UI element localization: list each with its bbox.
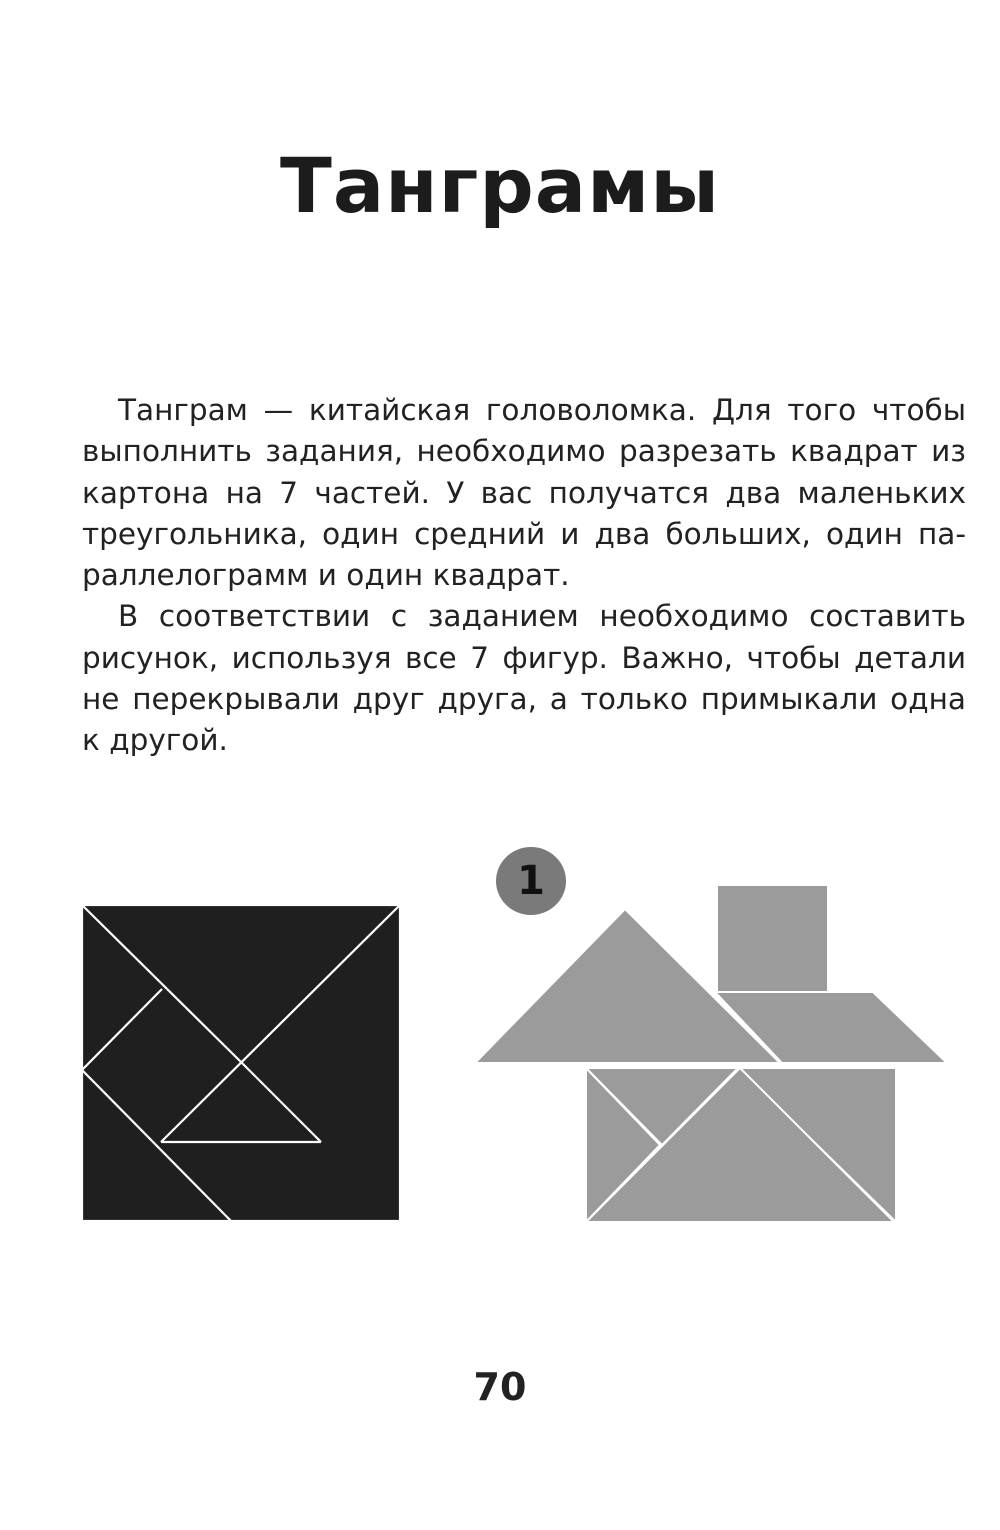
- paragraph-task: В соответствии с заданием необходимо составить рисунок, используя все 7 фигур. Важно, чтобы детали не перекрывали друг друга, а только примыкали одна к другой.: [82, 599, 966, 758]
- instructions-text: [82, 390, 966, 762]
- page-number: 70: [473, 1365, 527, 1409]
- paragraph-intro: Танграм — китайская головоломка. Для того чтобы выполнить задания, необходимо разрезать квадрат из картона на 7 частей. У вас получатся два маленьких треугольника, один средний и два больших, один параллелограмм и один квадрат.: [82, 393, 966, 593]
- task-number: 1: [517, 858, 545, 904]
- page-title: Танграмы: [280, 141, 720, 230]
- tangram-house-figure: [470, 880, 950, 1225]
- chimney-square: [717, 885, 828, 992]
- tangram-square-diagram: [81, 904, 401, 1222]
